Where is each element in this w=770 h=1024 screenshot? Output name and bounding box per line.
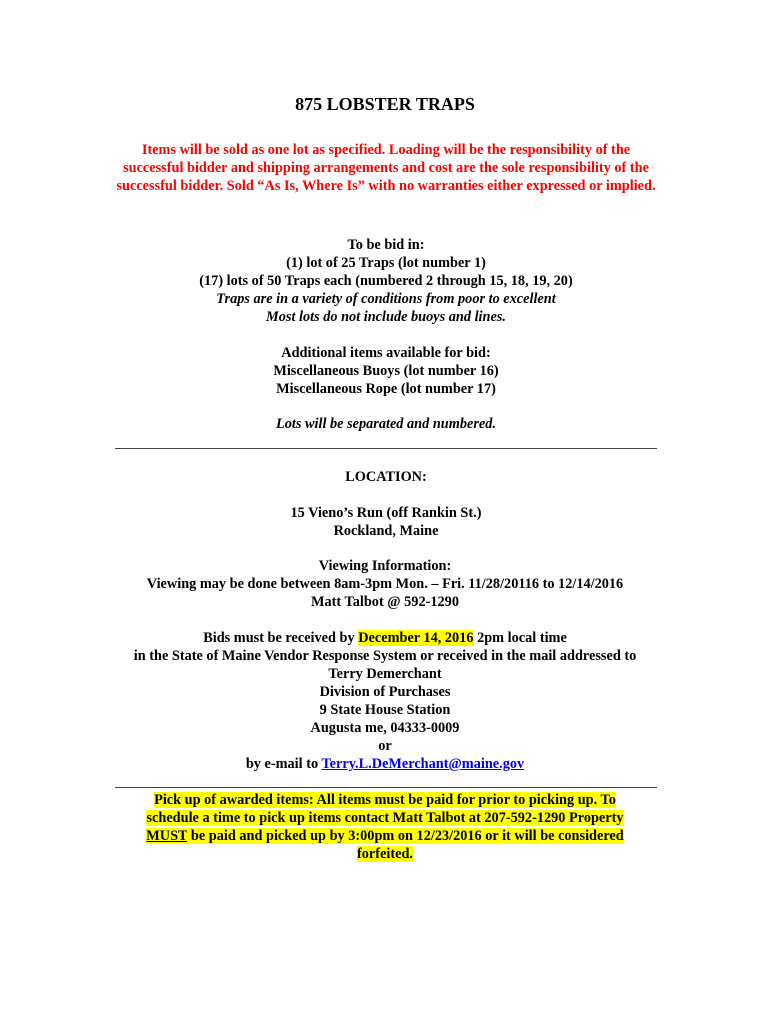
viewing-line: Matt Talbot @ 592-1290 <box>311 594 459 610</box>
pickup-text-end: be paid and picked up by 3:00pm on 12/23/2016 or it will be considered forfeited. <box>187 828 624 862</box>
bids-line: Division of Purchases <box>319 684 451 700</box>
sale-notice: Items will be sold as one lot as specified. Loading will be the responsibility of the successful bidder and shipping arrangements and cost are the sole responsibility of the successful bidder. Sold “As Is, Where Is” with no warranties either expressed or implied. <box>116 142 656 194</box>
additional-line: Miscellaneous Rope (lot number 17) <box>276 381 496 397</box>
divider <box>115 787 657 788</box>
bids-deadline <box>100 629 670 647</box>
bids-line: in the State of Maine Vendor Response System or received in the mail addressed to <box>133 648 637 664</box>
pickup-must: MUST <box>146 828 188 844</box>
viewing-line: Viewing may be done between 8am-3pm Mon. – Fri. 11/28/20116 to 12/14/2016 <box>146 576 624 592</box>
viewing-section <box>100 557 670 611</box>
bid-heading: To be bid in: <box>347 237 425 253</box>
bid-line: (17) lots of 50 Traps each (numbered 2 through 15, 18, 19, 20) <box>199 273 573 289</box>
additional-heading: Additional items available for bid: <box>281 345 491 361</box>
bids-line: 9 State House Station <box>319 702 451 718</box>
bids-section <box>100 629 670 773</box>
email-prefix: by e-mail to <box>245 756 322 772</box>
email-line <box>100 755 670 773</box>
pickup-text: Pick up of awarded items: All items must be paid for prior to picking up. To schedule a time to pick up items contact Matt Talbot at 207-592-1290 Property <box>146 792 624 826</box>
location-address <box>113 504 659 540</box>
email-link[interactable]: Terry.L.DeMerchant@maine.gov <box>321 756 525 772</box>
address-line: 15 Vieno’s Run (off Rankin St.) <box>290 505 482 521</box>
bids-line: Augusta me, 04333-0009 <box>310 720 460 736</box>
divider <box>115 448 657 449</box>
page-title: 875 LOBSTER TRAPS <box>295 94 475 114</box>
deadline-date: December 14, 2016 <box>358 630 474 646</box>
separated-note: Lots will be separated and numbered. <box>275 416 497 432</box>
bid-note: Traps are in a variety of conditions from poor to excellent <box>216 291 556 307</box>
additional-section <box>113 344 659 398</box>
bid-section <box>113 236 659 326</box>
additional-line: Miscellaneous Buoys (lot number 16) <box>273 363 499 379</box>
address-line: Rockland, Maine <box>333 523 439 539</box>
bid-line: (1) lot of 25 Traps (lot number 1) <box>286 255 486 271</box>
bids-line: Terry Demerchant <box>328 666 442 682</box>
pickup-notice <box>136 791 634 863</box>
bid-note: Most lots do not include buoys and lines. <box>266 309 506 325</box>
location-heading: LOCATION: <box>345 469 427 485</box>
bids-prefix: Bids must be received by <box>203 630 359 646</box>
viewing-heading: Viewing Information: <box>318 558 452 574</box>
bids-line: or <box>378 738 392 754</box>
bids-suffix: 2pm local time <box>473 630 567 646</box>
